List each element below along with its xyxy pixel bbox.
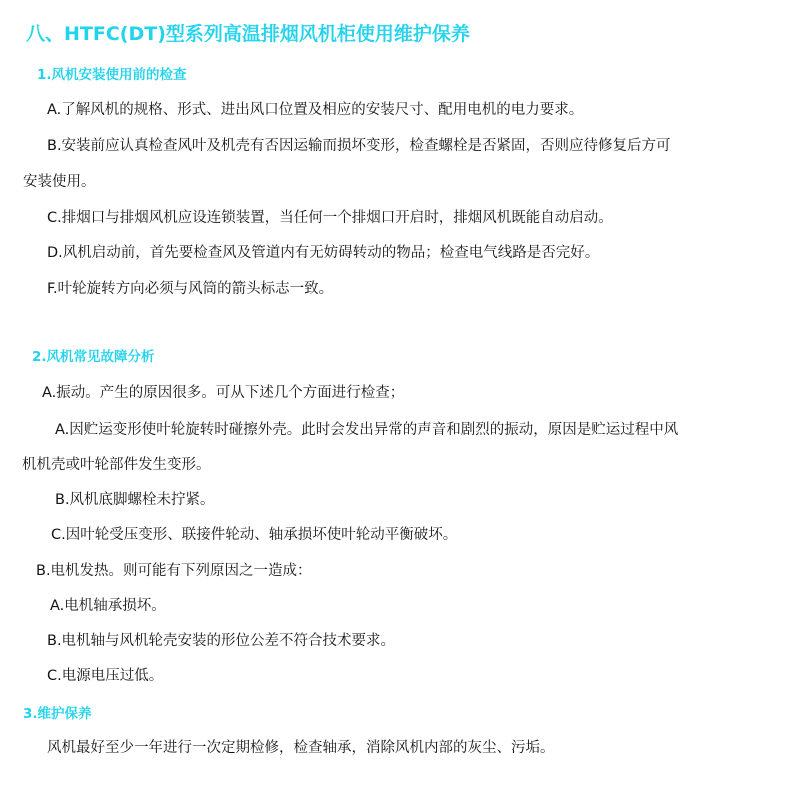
section-heading-fault-analysis: 2.风机常见故障分析 [32,349,155,365]
paragraph-line: A.了解风机的规格、形式、进出风口位置及相应的安装尺寸、配用电机的电力要求。 [47,102,584,118]
paragraph-line: B.安装前应认真检查风叶及机壳有否因运输而损坏变形，检查螺栓是否紧固，否则应待修复后方可 [47,138,671,154]
paragraph-line: 机机壳或叶轮部件发生变形。 [22,457,211,473]
paragraph-line: C.电源电压过低。 [47,668,164,684]
paragraph-line: B.电机发热。则可能有下列原因之一造成： [36,563,312,579]
paragraph-line: F.叶轮旋转方向必须与风筒的箭头标志一致。 [47,281,334,297]
section-heading-maintenance: 3.维护保养 [23,706,92,722]
paragraph-line: B.风机底脚螺栓未拧紧。 [55,492,215,508]
section-heading-installation-check: 1.风机安装使用前的检查 [37,67,187,83]
paragraph-line: B.电机轴与风机轮壳安装的形位公差不符合技术要求。 [47,633,396,649]
paragraph-line: D.风机启动前，首先要检查风及管道内有无妨碍转动的物品；检查电气线路是否完好。 [47,245,600,261]
paragraph-line: 安装使用。 [23,174,96,190]
paragraph-line: A.因贮运变形使叶轮旋转时碰擦外壳。此时会发出异常的声音和剧烈的振动，原因是贮运过程中风 [55,422,679,438]
paragraph-line: A.电机轴承损坏。 [50,598,166,614]
paragraph-line: 风机最好至少一年进行一次定期检修，检查轴承，消除风机内部的灰尘、污垢。 [47,740,555,756]
paragraph-line: C.排烟口与排烟风机应设连锁装置，当任何一个排烟口开启时，排烟风机既能自动启动。 [47,210,613,226]
page-title: 八、HTFC(DT)型系列高温排烟风机柜使用维护保养 [26,23,470,45]
paragraph-line: A.振动。产生的原因很多。可从下述几个方面进行检查； [42,385,405,401]
paragraph-line: C.因叶轮受压变形、联接件轮动、轴承损坏使叶轮动平衡破坏。 [51,527,458,543]
